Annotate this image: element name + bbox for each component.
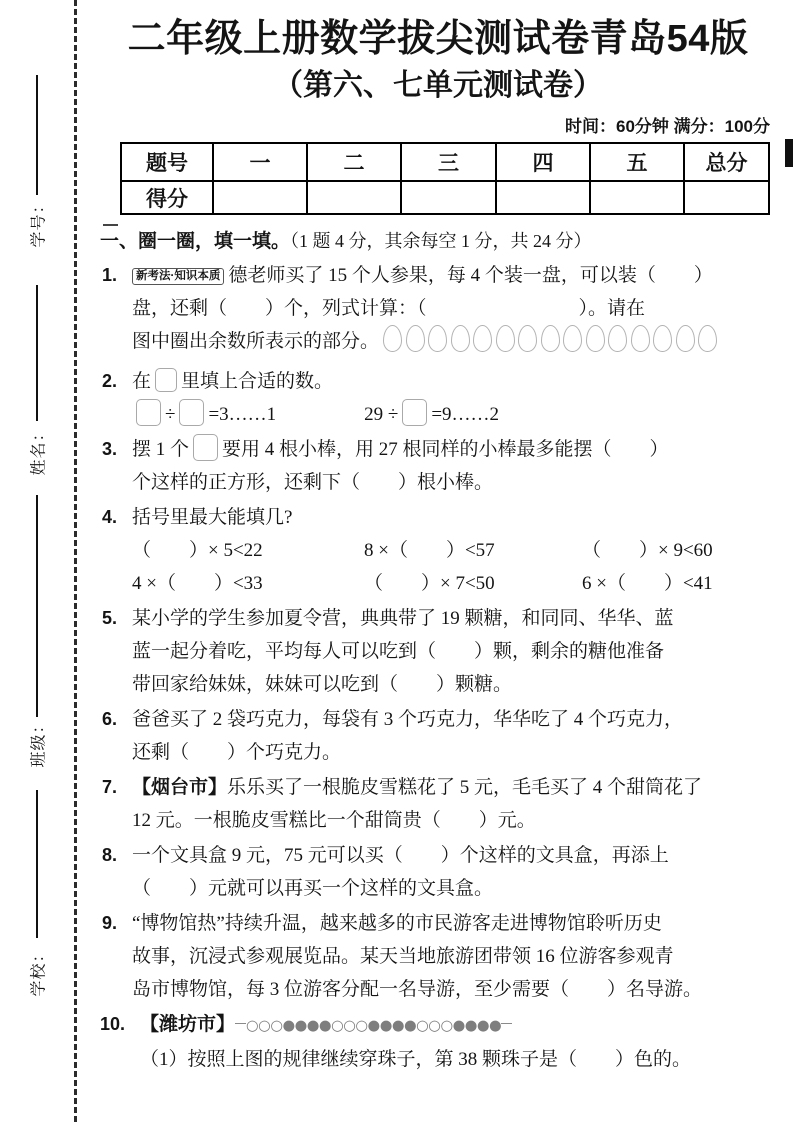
question-10-line-1 — [140, 1008, 776, 1043]
time-score-meta: 时间：60分钟 满分：100分 — [565, 117, 770, 136]
score-row-label: 得分 — [121, 181, 213, 214]
egg-shape-icon — [406, 325, 425, 352]
question-4-expressions — [132, 534, 776, 600]
question-1-number: 1. — [102, 265, 118, 285]
paper-content — [100, 0, 776, 1076]
score-table — [120, 142, 770, 215]
egg-shape-icon — [563, 325, 582, 352]
question-1 — [100, 259, 776, 363]
school-write-line — [36, 790, 38, 938]
student-name-label: 姓名： — [30, 424, 48, 476]
score-table-header-cell: 四 — [496, 143, 590, 181]
question-2-text-1: 在 — [132, 371, 152, 392]
egg-shape-icon — [451, 325, 470, 352]
question-10-sub-1: （1）按照上图的规律继续穿珠子，第 38 颗珠子是（ ）色的。 — [140, 1049, 692, 1070]
egg-shape-icon — [473, 325, 492, 352]
inequality-expression: （ ）× 7<50 — [364, 573, 495, 594]
student-id-label: 学号： — [30, 196, 48, 248]
question-2-line-1 — [132, 365, 776, 398]
question-3-line-2: 个这样的正方形，还剩下（ ）根小棒。 — [132, 472, 494, 493]
question-9-line-1: “博物馆热”持续升温，越来越多的市民游客走进博物馆聆听历史 — [132, 913, 662, 934]
egg-shape-icon — [541, 325, 560, 352]
ginseng-fruit-row — [383, 325, 721, 363]
egg-shape-icon — [518, 325, 537, 352]
fill-box — [136, 399, 161, 426]
question-3-line-1 — [132, 433, 776, 466]
question-6-number: 6. — [102, 709, 118, 729]
yantai-city-tag: 【烟台市】 — [132, 777, 228, 798]
question-5-number: 5. — [102, 608, 118, 628]
score-table-score-row — [121, 181, 769, 214]
score-cell-empty — [684, 181, 769, 214]
question-7-line-1 — [132, 771, 776, 804]
egg-shape-icon — [676, 325, 695, 352]
seal-dashed-line — [74, 0, 77, 1122]
question-8 — [100, 839, 776, 905]
question-9 — [100, 907, 776, 1006]
question-8-line-2: （ ）元就可以再买一个这样的文具盒。 — [132, 878, 494, 899]
score-cell-empty — [213, 181, 307, 214]
question-9-number: 9. — [102, 913, 118, 933]
question-6-line-1: 爸爸买了 2 袋巧克力，每袋有 3 个巧克力，华华吃了 4 个巧克力， — [132, 709, 684, 730]
score-cell-empty — [496, 181, 590, 214]
score-table-header-cell: 一 — [213, 143, 307, 181]
question-9-line-3: 岛市博物馆，每 3 位游客分配一名导游，至少需要（ ）名导游。 — [132, 979, 703, 1000]
question-6-line-2: 还剩（ ）个巧克力。 — [132, 742, 342, 763]
question-4-title: 括号里最大能填几? — [132, 507, 293, 528]
question-5-line-3: 带回家给妹妹，妹妹可以吃到（ ）颗糖。 — [132, 674, 513, 695]
question-1-line-2: 盘，还剩（ ）个，列式计算：（ ）。请在 — [132, 298, 646, 319]
question-1-text-3: 图中圈出余数所表示的部分。 — [132, 331, 380, 352]
question-list — [100, 259, 776, 1076]
score-table-header-row — [121, 143, 769, 181]
question-7 — [100, 771, 776, 837]
question-8-line-1: 一个文具盒 9 元，75 元可以买（ ）个这样的文具盒，再添上 — [132, 845, 669, 866]
section-1-points-note: （1 题 4 分，其余每空 1 分，共 24 分） — [290, 231, 592, 251]
question-7-line-2: 12 元。一根脆皮雪糕比一个甜筒贵（ ）元。 — [132, 810, 536, 831]
bead-pattern: ○○○●●●●○○○●●●●○○○●●●● — [246, 1018, 502, 1034]
question-10 — [100, 1008, 776, 1076]
question-2-formulas — [132, 398, 776, 431]
question-3-text-1: 摆 1 个 — [132, 439, 190, 460]
fill-box — [402, 399, 427, 426]
student-name-write-line — [36, 285, 38, 421]
score-table-header-cell: 总分 — [684, 143, 769, 181]
egg-shape-icon — [586, 325, 605, 352]
weifang-city-tag: 【潍坊市】 — [140, 1014, 236, 1035]
score-table-header-cell: 三 — [401, 143, 496, 181]
score-table-header-cell: 题号 — [121, 143, 213, 181]
question-5-line-2: 蓝一起分着吃，平均每人可以吃到（ ）颗，剩余的糖他准备 — [132, 641, 665, 662]
question-4-number: 4. — [102, 507, 118, 527]
paper-title: 二年级上册数学拔尖测试卷青岛54版 — [127, 18, 749, 60]
class-label: 班级： — [30, 716, 48, 768]
egg-shape-icon — [496, 325, 515, 352]
score-cell-empty — [401, 181, 496, 214]
inequality-expression: 4 ×（ ）<33 — [132, 573, 263, 594]
formula-1-result: =3……1 — [208, 404, 277, 425]
question-5 — [100, 602, 776, 701]
section-1-title: 一、圈一圈，填一填。 — [100, 231, 291, 252]
question-4 — [100, 501, 776, 600]
new-method-badge: 新考法·知识本质 — [132, 268, 224, 285]
formula-2-result: =9……2 — [431, 404, 500, 425]
question-5-line-1: 某小学的学生参加夏令营，典典带了 19 颗糖，和同同、华华、蓝 — [132, 608, 674, 629]
score-table-header-cell: 五 — [590, 143, 684, 181]
score-cell-empty — [307, 181, 401, 214]
question-1-line-1 — [132, 259, 776, 292]
inequality-expression: （ ）× 5<22 — [132, 540, 263, 561]
egg-shape-icon — [383, 325, 402, 352]
score-cell-empty — [590, 181, 684, 214]
section-1-heading — [100, 226, 776, 257]
student-id-write-line — [36, 75, 38, 195]
inequality-expression: 6 ×（ ）<41 — [582, 573, 713, 594]
question-6 — [100, 703, 776, 769]
question-3-text-2: 要用 4 根小棒，用 27 根同样的小棒最多能摆（ ） — [222, 439, 669, 460]
egg-shape-icon — [653, 325, 672, 352]
question-7-number: 7. — [102, 777, 118, 797]
divide-sign: ÷ — [165, 404, 176, 425]
inequality-expression: （ ）× 9<60 — [582, 540, 713, 561]
fill-box — [155, 368, 177, 392]
egg-shape-icon — [698, 325, 717, 352]
inequality-expression: 8 ×（ ）<57 — [364, 540, 495, 561]
formula-2-head: 29 ÷ — [364, 404, 399, 425]
square-shape-box — [193, 434, 218, 461]
egg-shape-icon — [631, 325, 650, 352]
question-8-number: 8. — [102, 845, 118, 865]
question-3-number: 3. — [102, 439, 118, 459]
question-10-number: 10. — [100, 1014, 126, 1034]
question-2 — [100, 365, 776, 431]
score-table-header-cell: 二 — [307, 143, 401, 181]
fill-box — [179, 399, 204, 426]
question-1-text-1: 德老师买了 15 个人参果，每 4 个装一盘，可以装（ ） — [228, 265, 713, 286]
class-write-line — [36, 495, 38, 717]
bead-thread-right — [501, 1023, 512, 1024]
scan-edge-mark — [785, 139, 793, 167]
bead-thread-left — [235, 1023, 246, 1024]
question-1-line-3 — [132, 325, 776, 363]
egg-shape-icon — [608, 325, 627, 352]
paper-subtitle: （第六、七单元测试卷） — [273, 69, 603, 102]
question-2-number: 2. — [102, 371, 118, 391]
question-3 — [100, 433, 776, 499]
school-label: 学校： — [30, 945, 48, 997]
question-9-line-2: 故事，沉浸式参观展览品。某天当地旅游团带领 16 位游客参观青 — [132, 946, 674, 967]
question-7-text-1: 乐乐买了一根脆皮雪糕花了 5 元，毛毛买了 4 个甜筒花了 — [227, 777, 703, 798]
egg-shape-icon — [428, 325, 447, 352]
question-2-text-2: 里填上合适的数。 — [181, 371, 334, 392]
